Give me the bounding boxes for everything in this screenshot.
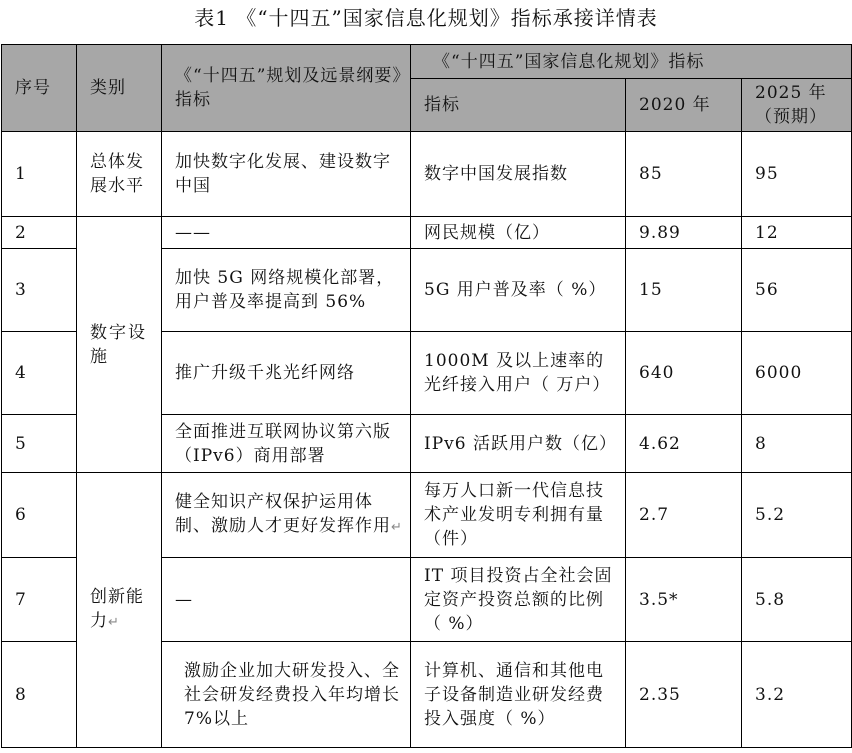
row-outline	[162, 473, 411, 558]
table-caption: 表1 《“十四五”国家信息化规划》指标承接详情表	[194, 6, 658, 30]
row-value-2020: 4.62	[626, 415, 742, 473]
row-value-2020: 85	[626, 132, 742, 217]
row-outline: 加快 5G 网络规模化部署，用户普及率提高到 56%	[162, 249, 411, 332]
row-value-2025: 95	[742, 132, 852, 217]
category-innovation-label: 创新能力	[90, 587, 144, 631]
row-outline: 全面推进互联网协议第六版（IPv6）商用部署	[162, 415, 411, 473]
header-year-2025-line1: 2025 年	[755, 83, 827, 103]
row-value-2025: 12	[742, 217, 852, 249]
row-value-2025: 5.2	[742, 473, 852, 558]
row-indicator: IT 项目投资占全社会固定资产投资总额的比例（ %）	[411, 558, 626, 642]
row-value-2025: 56	[742, 249, 852, 332]
row-value-2025: 6000	[742, 332, 852, 415]
row-value-2020: 2.7	[626, 473, 742, 558]
row-value-2025: 5.8	[742, 558, 852, 642]
header-year-2025-note: （预期）	[755, 107, 827, 127]
row-seq: 8	[2, 642, 77, 748]
row-indicator: IPv6 活跃用户数（亿）	[411, 415, 626, 473]
category-infrastructure: 数字设施	[77, 217, 162, 473]
row-value-2020: 3.5*	[626, 558, 742, 642]
indicator-table	[1, 44, 852, 748]
row-value-2020: 15	[626, 249, 742, 332]
header-category: 类别	[77, 45, 162, 132]
header-plan-group: 《“十四五”国家信息化规划》指标	[411, 45, 852, 79]
row-seq: 2	[2, 217, 77, 249]
header-seq: 序号	[2, 45, 77, 132]
row-seq: 3	[2, 249, 77, 332]
row-seq: 6	[2, 473, 77, 558]
table-row	[2, 217, 852, 249]
row-value-2025: 8	[742, 415, 852, 473]
row-indicator: 每万人口新一代信息技术产业发明专利拥有量（件）	[411, 473, 626, 558]
row-outline-text: 健全知识产权保护运用体制、激励人才更好发挥作用	[175, 492, 391, 536]
row-outline: ——	[162, 217, 411, 249]
row-seq: 4	[2, 332, 77, 415]
paragraph-mark-icon: ↵	[391, 520, 403, 535]
row-indicator: 数字中国发展指数	[411, 132, 626, 217]
row-outline: 推广升级千兆光纤网络	[162, 332, 411, 415]
row-value-2025: 3.2	[742, 642, 852, 748]
row-seq: 1	[2, 132, 77, 217]
header-outline-indicator: 《“十四五”规划及远景纲要》指标	[162, 45, 411, 132]
row-value-2020: 2.35	[626, 642, 742, 748]
row-indicator: 计算机、通信和其他电子设备制造业研发经费投入强度（ %）	[411, 642, 626, 748]
table-row	[2, 132, 852, 217]
row-indicator: 1000M 及以上速率的光纤接入用户（ 万户）	[411, 332, 626, 415]
row-seq: 5	[2, 415, 77, 473]
row-indicator: 5G 用户普及率（ %）	[411, 249, 626, 332]
row-seq: 7	[2, 558, 77, 642]
row-outline: —	[162, 558, 411, 642]
table-row	[2, 473, 852, 558]
header-indicator: 指标	[411, 79, 626, 132]
paragraph-mark-icon: ↵	[108, 615, 120, 630]
category-innovation	[77, 473, 162, 748]
header-year-2020: 2020 年	[626, 79, 742, 132]
row-outline: 激励企业加大研发投入、全社会研发经费投入年均增长 7%以上	[162, 642, 411, 748]
category-overall: 总体发展水平	[77, 132, 162, 217]
row-indicator: 网民规模（亿）	[411, 217, 626, 249]
row-value-2020: 640	[626, 332, 742, 415]
row-value-2020: 9.89	[626, 217, 742, 249]
row-outline: 加快数字化发展、建设数字中国	[162, 132, 411, 217]
header-year-2025	[742, 79, 852, 132]
